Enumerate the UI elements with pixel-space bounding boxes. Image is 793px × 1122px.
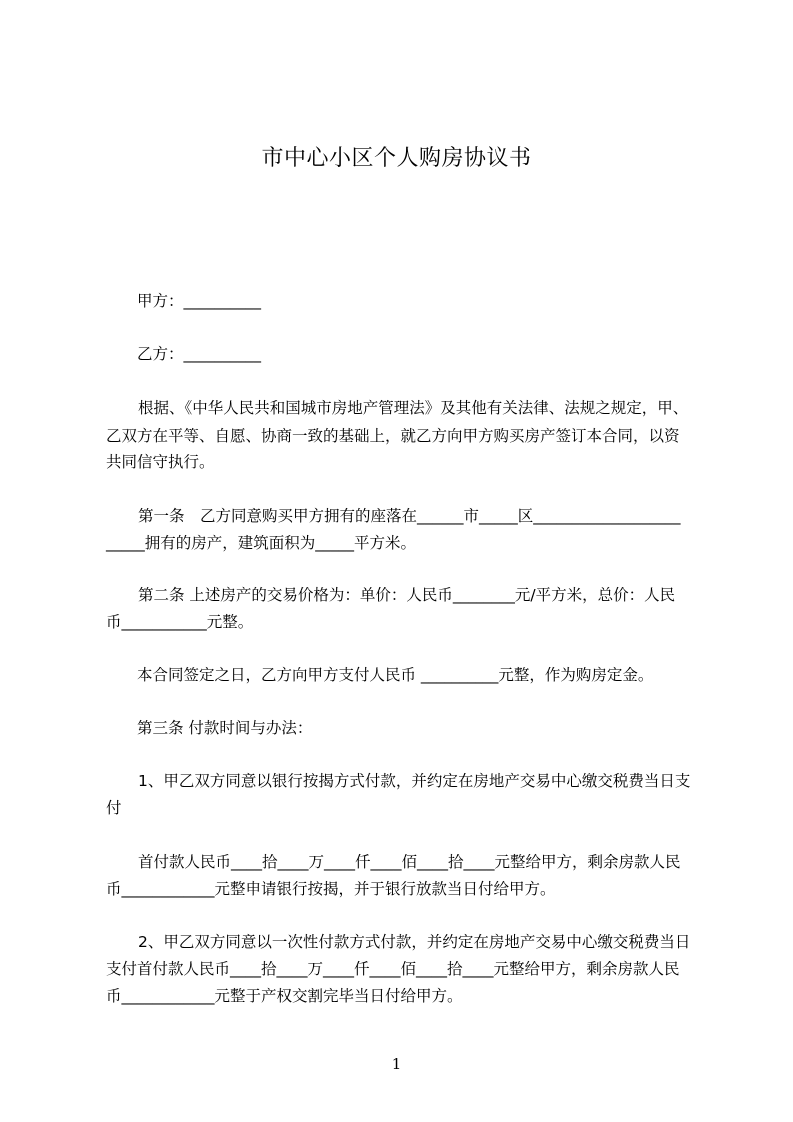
article2-line-2: 币___________元整。 bbox=[106, 613, 254, 631]
method1-detail-line-2: 币____________元整申请银行按揭，并于银行放款当日付给甲方。 bbox=[106, 880, 556, 898]
deposit-line: 本合同签定之日，乙方向甲方支付人民币 __________元整，作为购房定金。 bbox=[137, 666, 654, 684]
method1-line-1: 1、甲乙双方同意以银行按揭方式付款，并约定在房地产交易中心缴交税费当日支 bbox=[138, 772, 691, 790]
article1-line-1: 第一条 乙方同意购买甲方拥有的座落在______市_____区___________________ bbox=[138, 507, 681, 525]
preamble-line-2: 乙双方在平等、自愿、协商一致的基础上，就乙方向甲方购买房产签订本合同，以资 bbox=[106, 427, 680, 445]
article1-line-2: _____拥有的房产，建筑面积为_____平方米。 bbox=[106, 534, 417, 552]
document-title: 市中心小区个人购房协议书 bbox=[261, 146, 532, 171]
preamble-line-3: 共同信守执行。 bbox=[106, 453, 215, 471]
preamble-line-1: 根据、《中华人民共和国城市房地产管理法》及其他有关法律、法规之规定，甲、 bbox=[138, 399, 689, 417]
article2-line-1: 第二条 上述房产的交易价格为：单价：人民币________元/平方米，总价：人民 bbox=[138, 586, 676, 604]
page-number: 1 bbox=[391, 1055, 402, 1073]
method1-detail-line-1: 首付款人民币____拾____万____仟____佰____拾____元整给甲方，剩余房款人民 bbox=[138, 853, 681, 871]
method1-line-2: 付 bbox=[106, 799, 122, 817]
method2-line-3: 币____________元整于产权交割完毕当日付给甲方。 bbox=[106, 987, 463, 1005]
party-a-line: 甲方：__________ bbox=[137, 292, 262, 310]
method2-line-1: 2、甲乙双方同意以一次性付款方式付款，并约定在房地产交易中心缴交税费当日 bbox=[138, 933, 691, 951]
party-b-line: 乙方：__________ bbox=[137, 345, 262, 363]
method2-line-2: 支付首付款人民币____拾____万____仟____佰____拾____元整给甲方，剩余房款人民 bbox=[106, 960, 680, 978]
article3-heading: 第三条 付款时间与办法： bbox=[137, 719, 313, 737]
